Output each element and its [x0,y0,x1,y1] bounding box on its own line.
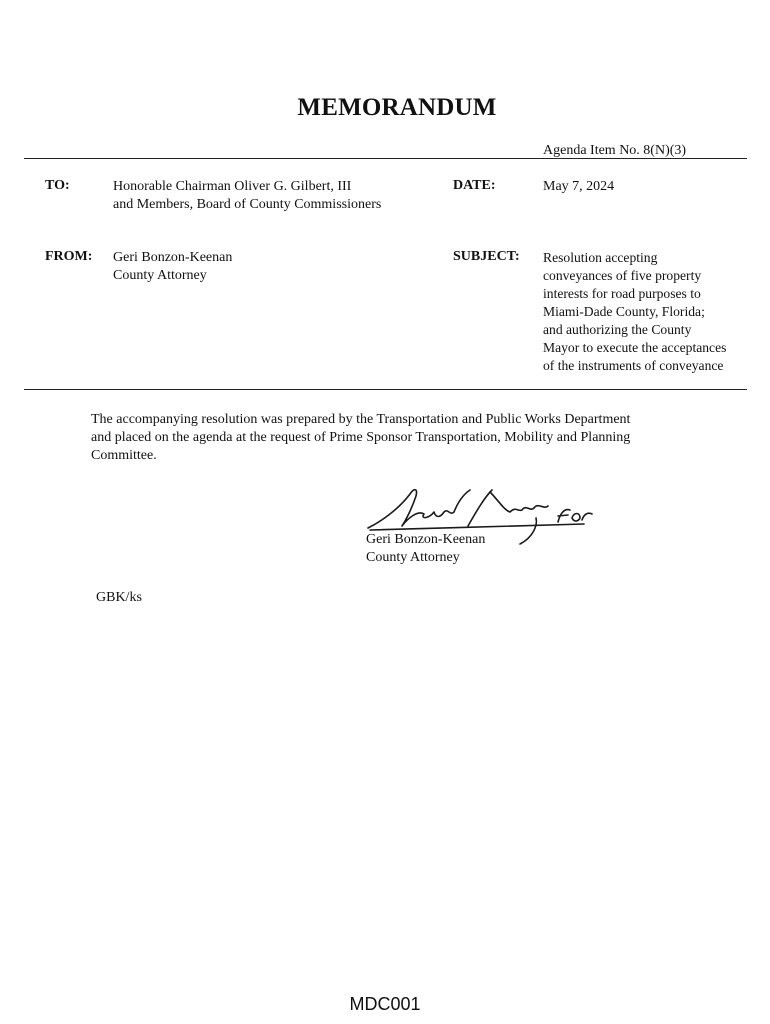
body-paragraph [91,411,691,465]
subject-line-3: interests for road purposes to [543,286,701,301]
signature-block [366,531,485,567]
header-top-rule [24,158,747,159]
subject-line-7: of the instruments of conveyance [543,358,724,373]
subject-line-2: conveyances of five property [543,268,702,283]
subject-label: SUBJECT: [453,249,520,264]
reference-initials: GBK/ks [96,590,142,605]
date-label: DATE: [453,178,496,193]
to-line-1: Honorable Chairman Oliver G. Gilbert, III [113,179,352,194]
from-line-1: Geri Bonzon-Keenan [113,250,233,265]
to-label: TO: [45,178,70,193]
agenda-item-number: Agenda Item No. 8(N)(3) [543,143,687,158]
date-value: May 7, 2024 [543,179,615,194]
from-label: FROM: [45,249,93,264]
body-line-3: Committee. [91,448,157,463]
header-bottom-rule [24,389,747,390]
from-line-2: County Attorney [113,268,207,283]
footer-code: MDC001 [349,994,421,1014]
subject-line-5: and authorizing the County [543,322,692,337]
to-recipient [113,178,381,214]
from-sender [113,249,232,285]
memo-title: MEMORANDUM [297,94,497,121]
subject-line-1: Resolution accepting [543,250,658,265]
body-line-2: and placed on the agenda at the request of Prime Sponsor Transportation, Mobility and Planning [91,430,631,445]
body-line-1: The accompanying resolution was prepared by the Transportation and Public Works Department [91,412,631,427]
signer-title: County Attorney [366,550,460,565]
signer-name: Geri Bonzon-Keenan [366,532,486,547]
subject-line-4: Miami-Dade County, Florida; [543,304,705,319]
subject-text [543,249,753,375]
subject-line-6: Mayor to execute the acceptances [543,340,727,355]
to-line-2: and Members, Board of County Commissioners [113,197,382,212]
